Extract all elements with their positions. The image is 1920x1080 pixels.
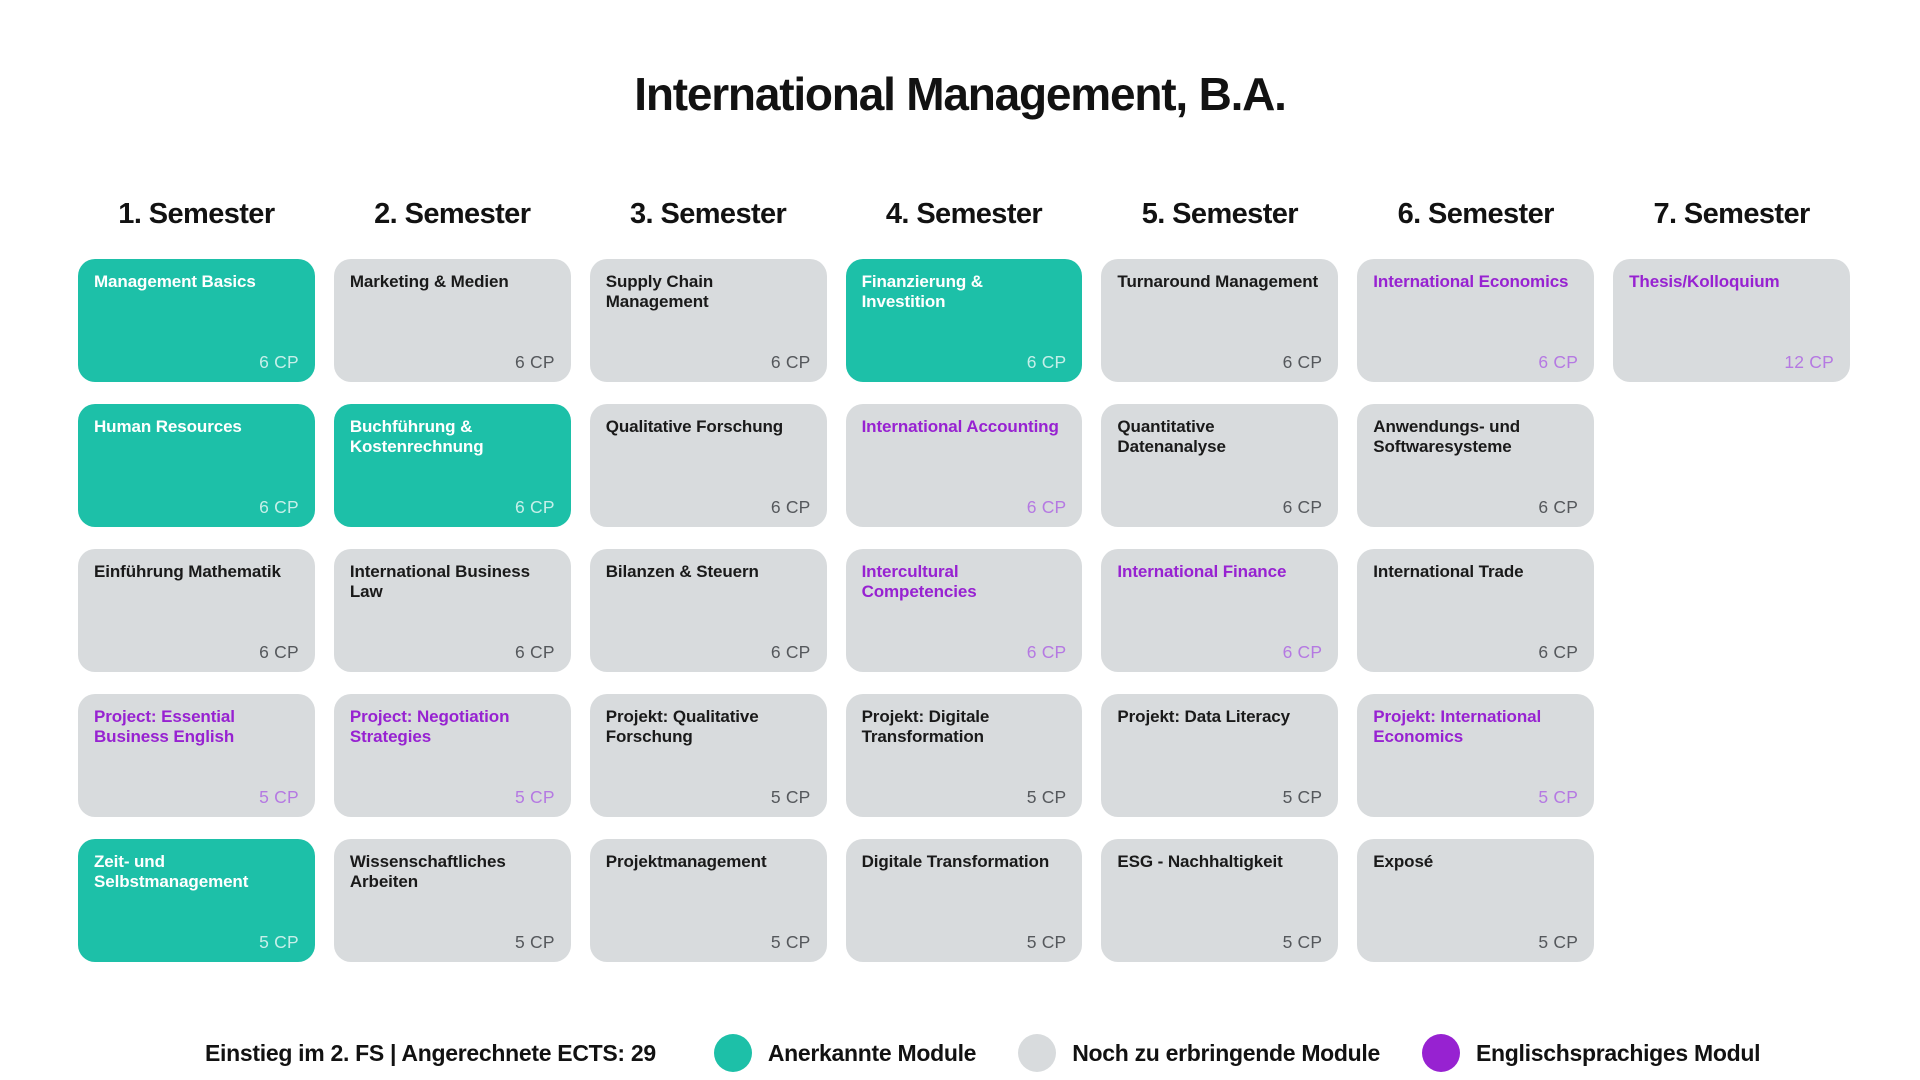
module-title: Turnaround Management (1117, 272, 1319, 291)
module-title: Quantitative Datenanalyse (1117, 417, 1226, 457)
module-card (846, 404, 1083, 527)
module-title: Projektmanagement (605, 852, 767, 871)
module-title: Project: Negotiation Strategies (349, 707, 510, 747)
semester-grid (78, 198, 1850, 962)
module-title: Exposé (1373, 852, 1434, 871)
module-cp: 5 CP (770, 932, 811, 952)
module-card (78, 694, 315, 817)
module-title: Qualitative Forschung (605, 417, 784, 436)
module-card (78, 404, 315, 527)
semester-header: 2. Semester (374, 198, 531, 230)
module-card (1101, 404, 1338, 527)
module-card (1101, 694, 1338, 817)
module-cp: 5 CP (770, 787, 811, 807)
module-title: Projekt: International Economics (1373, 707, 1542, 747)
page-title: International Management, B.A. (634, 67, 1286, 120)
semester-column (1101, 198, 1338, 962)
module-card (590, 259, 827, 382)
module-cp: 6 CP (1538, 352, 1579, 372)
module-cp: 5 CP (1538, 787, 1579, 807)
module-cp: 6 CP (770, 352, 811, 372)
module-cp: 6 CP (514, 642, 555, 662)
module-title: Wissenschaftliches Arbeiten (349, 852, 506, 892)
module-cp: 6 CP (1282, 497, 1323, 517)
module-card (1101, 549, 1338, 672)
module-title: Zeit- und Selbstmanagement (94, 852, 249, 892)
module-card (1357, 694, 1594, 817)
module-title: International Trade (1373, 562, 1524, 581)
module-cp: 5 CP (1026, 932, 1067, 952)
module-card (1357, 259, 1594, 382)
semester-column (590, 198, 827, 962)
legend-label: Noch zu erbringende Module (1072, 1039, 1381, 1066)
module-title: Projekt: Digitale Transformation (861, 707, 990, 747)
module-card (334, 259, 571, 382)
semester-column-body (846, 259, 1083, 962)
module-card (78, 549, 315, 672)
legend-label: Englischsprachiges Modul (1476, 1039, 1761, 1066)
footer-note: Einstieg im 2. FS | Angerechnete ECTS: 29 (205, 1039, 656, 1066)
legend-item (1018, 1034, 1380, 1072)
module-title: Supply Chain Management (605, 272, 714, 312)
module-title: Digitale Transformation (861, 852, 1050, 871)
semester-column-body (78, 259, 315, 962)
module-title: Thesis/Kolloquium (1629, 272, 1780, 291)
module-title: Project: Essential Business English (94, 707, 235, 747)
module-card (334, 404, 571, 527)
module-title: International Finance (1117, 562, 1287, 581)
module-cp: 5 CP (259, 932, 299, 952)
module-title: Buchführung & Kostenrechnung (349, 417, 484, 457)
module-card (1101, 839, 1338, 962)
module-title: Human Resources (94, 417, 242, 436)
module-card (590, 694, 827, 817)
module-cp: 5 CP (1026, 787, 1067, 807)
module-card (334, 839, 571, 962)
legend-dot-open-icon (1018, 1034, 1056, 1072)
semester-header: 3. Semester (630, 198, 787, 230)
module-card (1357, 839, 1594, 962)
legend-dot-recognized-icon (714, 1034, 752, 1072)
module-cp: 6 CP (770, 642, 811, 662)
module-cp: 6 CP (770, 497, 811, 517)
semester-column-body (1357, 259, 1594, 962)
module-title: ESG - Nachhaltigkeit (1117, 852, 1283, 871)
semester-column (1357, 198, 1594, 962)
module-card (1101, 259, 1338, 382)
module-card (334, 694, 571, 817)
module-title: Management Basics (94, 272, 256, 291)
module-title: International Business Law (349, 562, 530, 602)
module-card (846, 839, 1083, 962)
semester-column-body (1101, 259, 1338, 962)
semester-column (78, 198, 315, 962)
semester-column (846, 198, 1083, 962)
semester-header: 4. Semester (885, 198, 1043, 230)
module-cp: 5 CP (1538, 932, 1579, 952)
semester-header: 6. Semester (1397, 198, 1554, 230)
module-cp: 5 CP (1282, 932, 1323, 952)
module-card (590, 549, 827, 672)
semester-column-body (334, 259, 571, 962)
module-cp: 6 CP (1538, 497, 1579, 517)
module-cp: 6 CP (259, 497, 299, 517)
module-title: Marketing & Medien (349, 272, 509, 291)
semester-column (334, 198, 571, 962)
semester-column (1613, 198, 1850, 962)
module-card (590, 404, 827, 527)
module-cp: 5 CP (514, 787, 555, 807)
module-cp: 5 CP (259, 787, 299, 807)
module-title: Projekt: Qualitative Forschung (605, 707, 759, 747)
legend-dot-english-icon (1422, 1034, 1460, 1072)
module-cp: 6 CP (1026, 642, 1067, 662)
module-card (590, 839, 827, 962)
module-cp: 6 CP (514, 352, 555, 372)
footer (205, 1034, 1760, 1072)
module-cp: 6 CP (1026, 352, 1067, 372)
legend-label: Anerkannte Module (767, 1039, 977, 1066)
semester-header: 1. Semester (118, 198, 275, 230)
module-cp: 5 CP (1282, 787, 1323, 807)
module-card (846, 259, 1083, 382)
module-card (78, 259, 315, 382)
module-title: Projekt: Data Literacy (1117, 707, 1291, 726)
module-cp: 6 CP (259, 642, 299, 662)
module-card (334, 549, 571, 672)
module-title: Anwendungs- und Softwaresysteme (1373, 417, 1521, 457)
module-card (1613, 259, 1850, 382)
semester-column-body (590, 259, 827, 962)
module-cp: 6 CP (1282, 642, 1323, 662)
module-title: International Economics (1373, 272, 1569, 291)
module-cp: 6 CP (259, 352, 299, 372)
legend-item (714, 1034, 976, 1072)
module-title: Intercultural Competencies (861, 562, 977, 602)
module-title: International Accounting (861, 417, 1059, 436)
module-title: Finanzierung & Investition (861, 272, 983, 312)
module-cp: 12 CP (1784, 352, 1834, 372)
module-cp: 5 CP (514, 932, 555, 952)
legend-item (1422, 1034, 1760, 1072)
semester-column-body (1613, 259, 1850, 382)
module-cp: 6 CP (1282, 352, 1323, 372)
module-card (1357, 549, 1594, 672)
module-title: Bilanzen & Steuern (605, 562, 759, 581)
module-cp: 6 CP (1026, 497, 1067, 517)
semester-header: 7. Semester (1653, 198, 1810, 230)
module-title: Einführung Mathematik (94, 562, 281, 581)
module-card (78, 839, 315, 962)
module-card (846, 549, 1083, 672)
module-cp: 6 CP (514, 497, 555, 517)
semester-header: 5. Semester (1141, 198, 1298, 230)
module-cp: 6 CP (1538, 642, 1579, 662)
module-card (1357, 404, 1594, 527)
module-card (846, 694, 1083, 817)
